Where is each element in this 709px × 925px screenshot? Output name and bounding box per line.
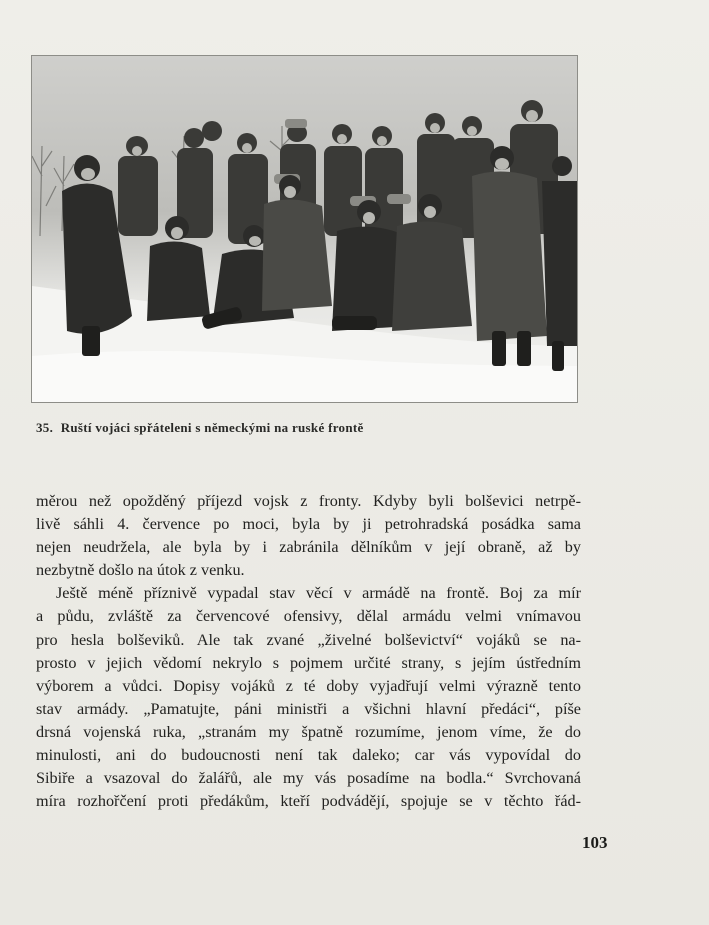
photo-illustration: [32, 56, 577, 402]
figure-caption: [36, 420, 576, 436]
text-line: drsná vojenská ruka, „stranám my špatně rozumíme, jenom víme, že do: [36, 722, 581, 741]
text-line: livě sáhli 4. července po moci, byla by ji petrohradská posádka sama: [36, 515, 581, 534]
text-line: Sibiře a vsazoval do žalářů, ale my vás posadíme na bodla.“ Svrchovaná: [36, 769, 581, 788]
page-number: 103: [582, 833, 608, 852]
text-line: stav armády. „Pamatujte, páni ministři a všichni hlavní předáci“, píše: [36, 699, 581, 718]
text-line: Ještě méně příznivě vypadal stav věcí v armádě na frontě. Boj za mír: [56, 584, 581, 603]
body-text: [36, 490, 581, 813]
text-line: míra rozhořčení proti předákům, kteří podvádějí, spojuje se v těchto řád-: [36, 792, 581, 811]
text-line: prosto v jejich vědomí nekrylo s pojmem určité strany, s jejím ústředním: [36, 653, 581, 672]
text-line: výborem a vůdci. Dopisy vojáků z té doby vyjadřují velmi výrazně tento: [36, 676, 581, 695]
text-line: a půdu, zvláště za červencové ofensivy, dělal armádu velmi vnímavou: [36, 607, 581, 626]
figure-number: 35.: [36, 420, 54, 435]
text-line: nezbytně došlo na útok z venku.: [36, 561, 245, 580]
text-line: pro hesla bolševiků. Ale tak zvané „živelné bolševictví“ vojáků se na-: [36, 630, 581, 649]
text-line: nejen neudržela, ale byla by i zabránila dělníkům v její obraně, až by: [36, 538, 581, 557]
figure-caption-text: Ruští vojáci spřáteleni s německými na ruské frontě: [60, 420, 364, 435]
photograph-soldiers-in-snow: [31, 55, 578, 403]
text-line: měrou než opožděný příjezd vojsk z fronty. Kdyby byli bolševici netrpě-: [36, 492, 581, 510]
text-line: minulosti, ani do budoucnosti není tak daleko; car vás vypovídal do: [36, 746, 581, 765]
